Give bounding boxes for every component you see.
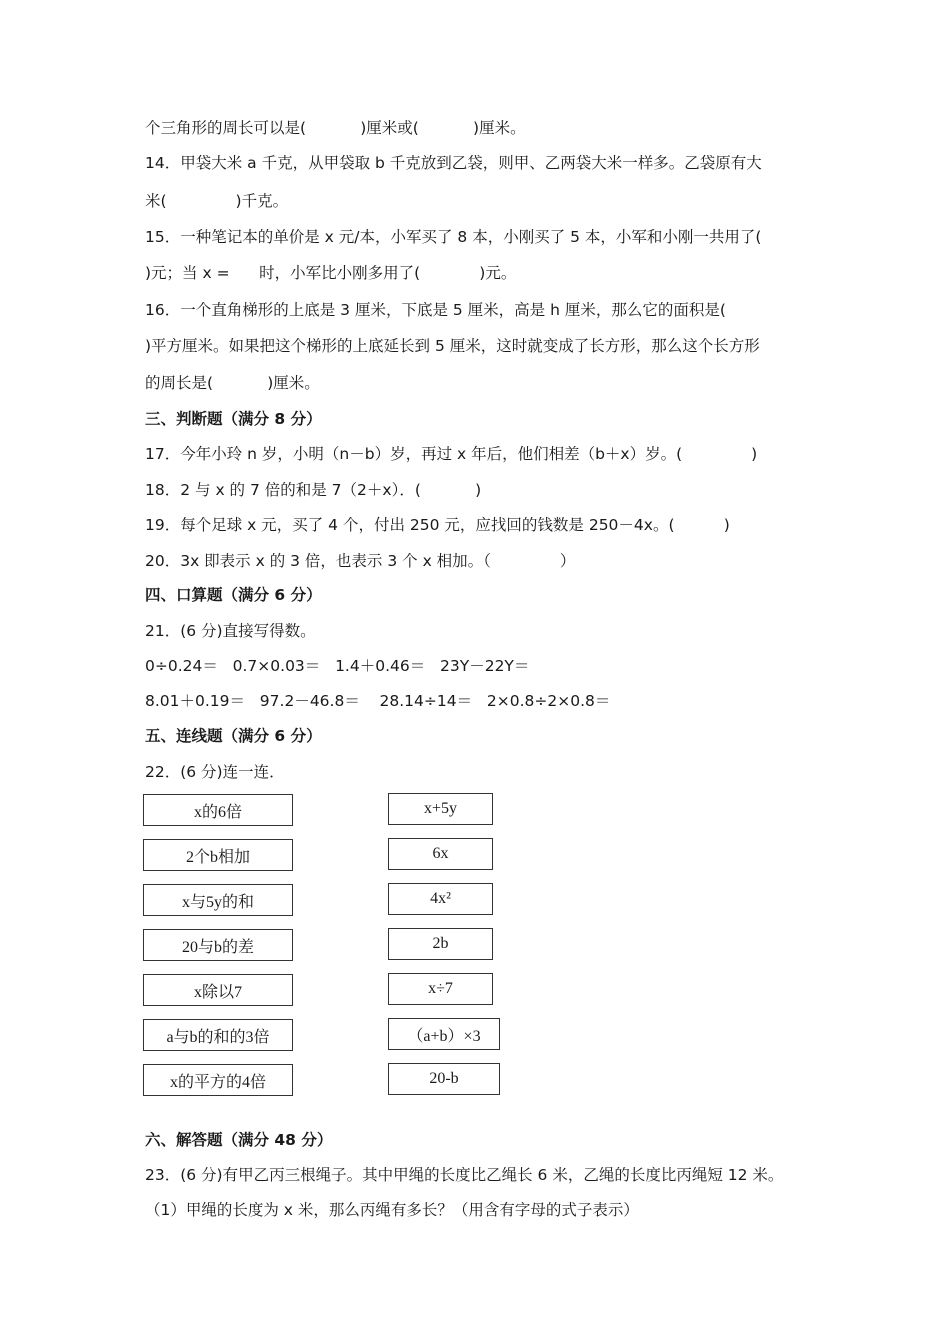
q15-line1: 15．一种笔记本的单价是 x 元/本，小军买了 8 本，小刚买了 5 本，小军和小刚一共用了( [145,228,762,246]
match-left-box[interactable]: 2个b相加 [143,839,293,871]
q23-part1: （1）甲绳的长度为 x 米，那么丙绳有多长？（用含有字母的式子表示） [145,1201,639,1219]
match-left-box[interactable]: x除以7 [143,974,293,1006]
section-5-heading: 五、连线题（满分 6 分） [145,727,322,745]
q16-line1: 16．一个直角梯形的上底是 3 厘米，下底是 5 厘米，高是 h 厘米，那么它的面积是( [145,301,726,319]
match-right-box[interactable]: x+5y [388,793,493,825]
match-right-box[interactable]: 2b [388,928,493,960]
match-left-box[interactable]: x与5y的和 [143,884,293,916]
q21: 21．(6 分)直接写得数。 [145,622,316,640]
match-left-box[interactable]: a与b的和的3倍 [143,1019,293,1051]
q17: 17．今年小玲 n 岁，小明（n－b）岁，再过 x 年后，他们相差（b＋x）岁。( ) [145,445,758,463]
q16-line3: 的周长是( )厘米。 [145,374,320,392]
q21-row2: 8.01＋0.19＝ 97.2－46.8＝ 28.14÷14＝ 2×0.8÷2×0.8＝ [145,692,611,710]
section-4-heading: 四、口算题（满分 6 分） [145,586,322,604]
match-right-box[interactable]: 4x² [388,883,493,915]
q14-line2: 米( )千克。 [145,192,289,210]
q13-continuation: 个三角形的周长可以是( )厘米或( )厘米。 [145,119,526,137]
match-right-box[interactable]: （a+b）×3 [388,1018,500,1050]
section-6-heading: 六、解答题（满分 48 分） [145,1131,333,1149]
q21-row1: 0÷0.24＝ 0.7×0.03＝ 1.4＋0.46＝ 23Y－22Y＝ [145,657,530,675]
q19: 19．每个足球 x 元，买了 4 个，付出 250 元，应找回的钱数是 250－4x。( ) [145,516,730,534]
match-right-box[interactable]: 6x [388,838,493,870]
match-left-box[interactable]: x的6倍 [143,794,293,826]
section-3-heading: 三、判断题（满分 8 分） [145,410,322,428]
match-left-box[interactable]: x的平方的4倍 [143,1064,293,1096]
match-right-box[interactable]: x÷7 [388,973,493,1005]
match-left-box[interactable]: 20与b的差 [143,929,293,961]
q15-line2: )元；当 x = 时，小军比小刚多用了( )元。 [145,264,517,282]
q18: 18．2 与 x 的 7 倍的和是 7（2＋x）．( ) [145,481,482,499]
q23: 23．(6 分)有甲乙丙三根绳子。其中甲绳的长度比乙绳长 6 米，乙绳的长度比丙绳短 12 米。 [145,1166,784,1184]
match-right-box[interactable]: 20-b [388,1063,500,1095]
q22: 22．(6 分)连一连． [145,763,285,781]
q16-line2: )平方厘米。如果把这个梯形的上底延长到 5 厘米，这时就变成了长方形，那么这个长方形 [145,337,760,355]
q20: 20．3x 即表示 x 的 3 倍，也表示 3 个 x 相加。（ ） [145,552,576,570]
q14-line1: 14．甲袋大米 a 千克，从甲袋取 b 千克放到乙袋，则甲、乙两袋大米一样多。乙袋原有大 [145,154,762,172]
